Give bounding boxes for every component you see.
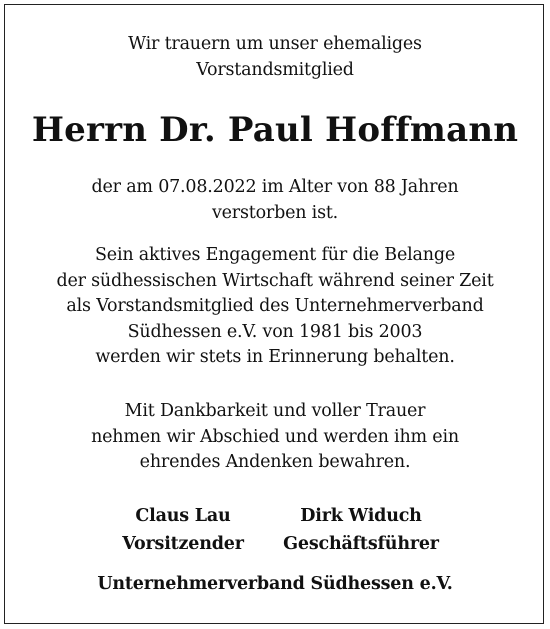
death-notice xyxy=(0,175,550,226)
gratitude-line-2: nehmen wir Abschied und werden ihm ein xyxy=(91,426,459,447)
gratitude-line-3: ehrendes Andenken bewahren. xyxy=(139,452,411,472)
engagement-line-5: werden wir stets in Erinnerung behalten. xyxy=(95,347,455,367)
organization-footer xyxy=(0,572,550,598)
signatory-name: Dirk Widuch xyxy=(300,506,422,526)
engagement-paragraph xyxy=(0,243,550,371)
intro-text xyxy=(0,32,550,83)
intro-line-1: Wir trauern um unser ehemaliges xyxy=(128,34,422,54)
engagement-line-1: Sein aktives Engagement für die Belange xyxy=(95,245,455,265)
gratitude-paragraph xyxy=(0,399,550,476)
deceased-name: Herrn Dr. Paul Hoffmann xyxy=(31,110,519,150)
signatory-role: Geschäftsführer xyxy=(283,534,439,554)
intro-line-2: Vorstandsmitglied xyxy=(196,59,354,80)
signatory-role: Vorsitzender xyxy=(122,534,244,554)
gratitude-line-1: Mit Dankbarkeit und voller Trauer xyxy=(124,401,426,421)
organization-name: Unternehmerverband Südhessen e.V. xyxy=(97,574,453,594)
signatory-left xyxy=(83,502,283,558)
signatory-name: Claus Lau xyxy=(135,506,231,526)
signatory-right xyxy=(261,502,461,558)
engagement-line-3: als Vorstandsmitglied des Unternehmerverband xyxy=(66,296,484,316)
death-line-1: der am 07.08.2022 im Alter von 88 Jahren xyxy=(91,177,459,197)
death-line-2: verstorben ist. xyxy=(211,202,339,223)
engagement-line-2: der südhessischen Wirtschaft während seiner Zeit xyxy=(56,270,494,291)
engagement-line-4: Südhessen e.V. von 1981 bis 2003 xyxy=(127,321,423,342)
